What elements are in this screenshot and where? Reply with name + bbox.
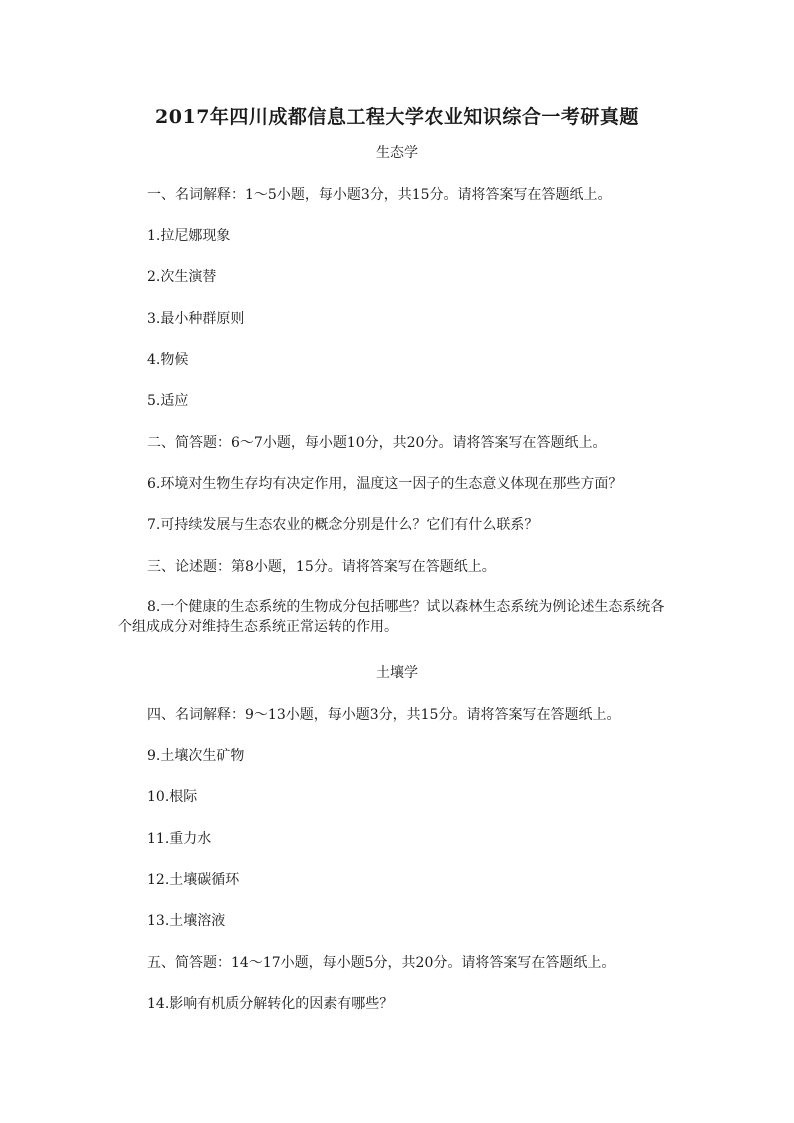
question-item: 10.根际 — [147, 789, 198, 805]
question-item: 4.物候 — [147, 352, 189, 368]
question-item: 7.可持续发展与生态农业的概念分别是什么？它们有什么联系？ — [147, 517, 539, 533]
question-item: 8.一个健康的生态系统的生物成分包括哪些？试以森林生态系统为例论述生态系统各个组成成分对维持生态系统正常运转的作用。 — [118, 599, 665, 635]
section-heading-soil: 土壤学 — [376, 665, 418, 681]
part4-instruction: 四、名词解释：9～13小题，每小题3分，共15分。请将答案写在答题纸上。 — [147, 707, 621, 723]
question-item: 13.土壤溶液 — [147, 913, 226, 929]
part3-instruction: 三、论述题：第8小题，15分。请将答案写在答题纸上。 — [147, 559, 496, 575]
part5-instruction: 五、简答题：14～17小题，每小题5分，共20分。请将答案写在答题纸上。 — [147, 955, 616, 971]
part1-instruction: 一、名词解释：1～5小题，每小题3分，共15分。请将答案写在答题纸上。 — [147, 187, 612, 203]
question-item: 1.拉尼娜现象 — [147, 228, 231, 244]
part2-instruction: 二、简答题：6～7小题，每小题10分，共20分。请将答案写在答题纸上。 — [147, 435, 607, 451]
question-item: 14.影响有机质分解转化的因素有哪些？ — [147, 996, 394, 1012]
question-item: 5.适应 — [147, 393, 189, 409]
question-item: 3.最小种群原则 — [147, 311, 245, 327]
document-title: 2017年四川成都信息工程大学农业知识综合一考研真题 — [155, 106, 639, 128]
section-heading-ecology: 生态学 — [376, 145, 418, 161]
question-item: 11.重力水 — [147, 831, 212, 847]
question-item: 9.土壤次生矿物 — [147, 748, 245, 764]
question-item: 12.土壤碳循环 — [147, 872, 240, 888]
question-item: 2.次生演替 — [147, 269, 217, 285]
question-item: 6.环境对生物生存均有决定作用，温度这一因子的生态意义体现在那些方面？ — [147, 476, 623, 492]
